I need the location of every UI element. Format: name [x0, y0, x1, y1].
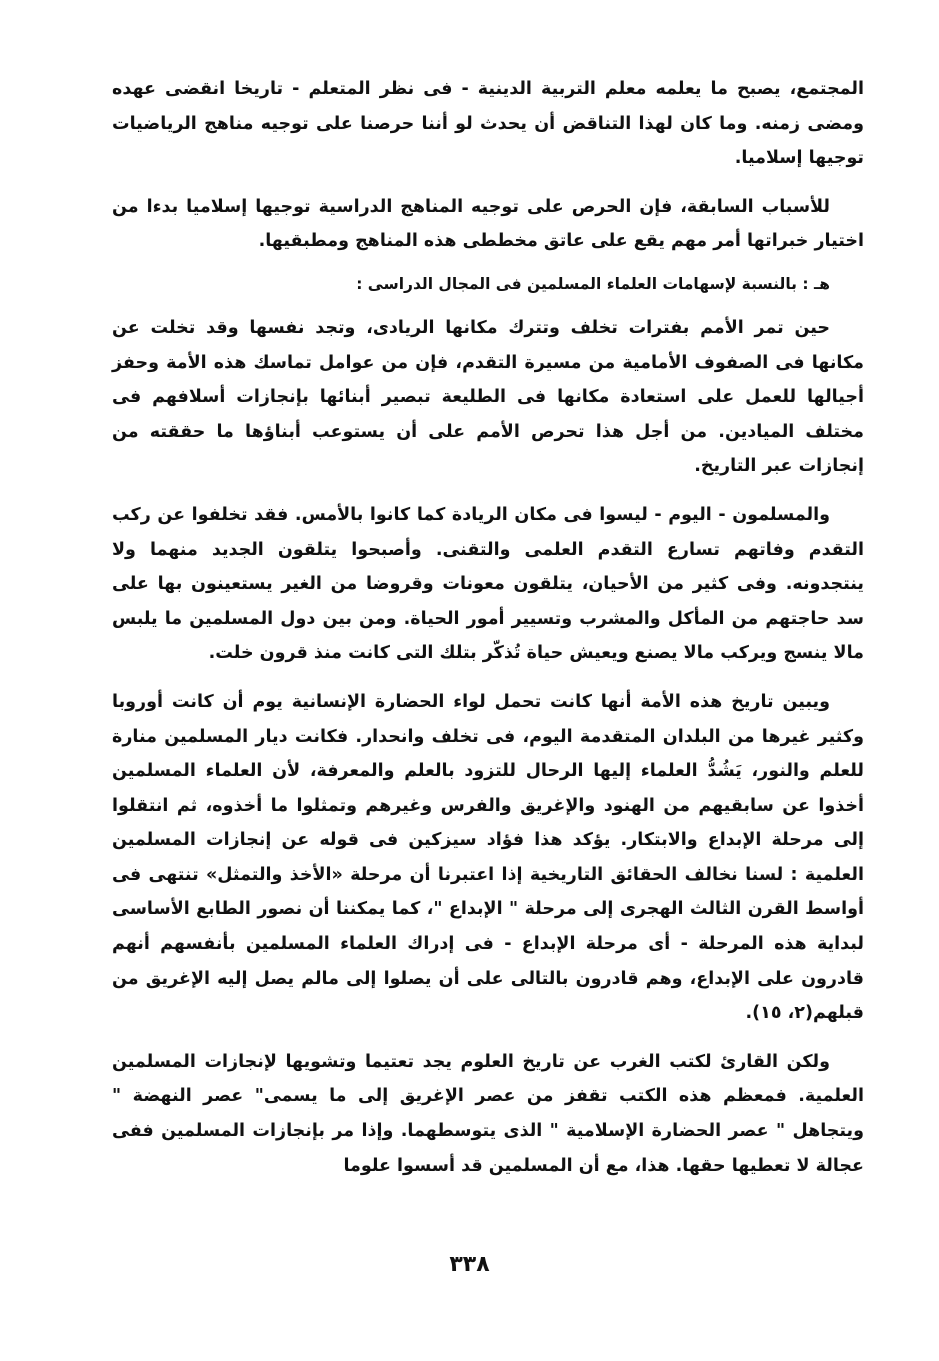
section-heading: هـ : بالنسبة لإسهامات العلماء المسلمين فى المجال الدراسى : [356, 274, 830, 293]
paragraph-civilization-history: ويبين تاريخ هذه الأمة أنها كانت تحمل لواء الحضارة الإنسانية يوم أن كانت أوروبا وكثير غيرها من البلدان المتقدمة اليوم، فى تخلف وانحدار. فكانت ديار المسلمين منارة للعلم والنور، يَشُدُّ العلماء إليها الرحال للتزود بالعلم والمعرفة، لأن العلماء المسلمين أخذوا عن سابقيهم من الهنود والإغريق والفرس وغيرهم وتمثلوا ما أخذوه، ثم انتقلوا إلى مرحلة الإبداع والابتكار. يؤكد هذا فؤاد سيزكين فى قوله عن إنجازات المسلمين العلمية : لسنا نخالف الحقائق التاريخية إذا اعتبرنا أن مرحلة «الأخذ والتمثل» تنتهى فى أواسط القرن الثالث الهجرى إلى مرحلة " الإبداع "، كما يمكننا أن نصور الطابع الأساسى لبداية هذه المرحلة - أى مرحلة الإبداع - فى إدراك العلماء المسلمين بأنفسهم أنهم قادرون على الإبداع، وهم قادرون بالتالى على أن يصلوا إلى مالم يصل إليه الإغريق من قبلهم(٢، ١٥). [112, 691, 864, 1024]
paragraph-nations-decline: حين تمر الأمم بفترات تخلف وتترك مكانها الريادى، وتجد نفسها وقد تخلت عن مكانها فى الصفوف الأمامية من مسيرة التقدم، فإن من عوامل تماسك هذه الأمة وحفز أجيالها للعمل على استعادة مكانها فى الطليعة تبصير أبنائها بإنجازات أسلافهم فى مختلف الميادين. من أجل هذا تحرص الأمم على أن يستوعب أبناؤها ما حققته من إنجازات عبر التاريخ. [112, 317, 864, 477]
paragraph-previous-reasons: للأسباب السابقة، فإن الحرص على توجيه المناهج الدراسية توجيها إسلاميا بدءا من اختيار خبراتها أمر مهم يقع على عاتق مخططى هذه المناهج ومطبقيها. [112, 196, 864, 252]
paragraph-curriculum-contradiction: المجتمع، يصبح ما يعلمه معلم التربية الدينية - فى نظر المتعلم - تاريخا انقضى عهده ومضى زمنه. وما كان لهذا التناقض أن يحدث لو أننا حرصنا على توجيه مناهج الرياضيات توجيها إسلاميا. [112, 79, 864, 169]
page-body [112, 72, 864, 1197]
paragraph-muslims-today: والمسلمون - اليوم - ليسوا فى مكان الريادة كما كانوا بالأمس. فقد تخلفوا عن ركب التقدم وفاتهم تسارع التقدم العلمى والتقنى. وأصبحوا يتلقون الجديد منهما ولا ينتجدونه. وفى كثير من الأحيان، يتلقون معونات وقروضا من الغير يستعينون بها على سد حاجتهم من المأكل والمشرب وتسيير أمور الحياة. ومن بين دول المسلمين ما يلبس مالا ينسج ويركب مالا يصنع ويعيش حياة تُذكّر بتلك التى كانت منذ قرون خلت. [112, 504, 864, 664]
paragraph-western-books: ولكن القارئ لكتب الغرب عن تاريخ العلوم يجد تعتيما وتشويها لإنجازات المسلمين العلمية. فمعظم هذه الكتب تقفز من عصر الإغريق إلى ما يسمى" عصر النهضة " ويتجاهل " عصر الحضارة الإسلامية " الذى يتوسطهما. وإذا مر بإنجازات المسلمين ففى عجالة لا تعطيها حقها. هذا، مع أن المسلمين قد أسسوا علوما [112, 1051, 864, 1176]
page-number: ٣٣٨ [449, 1252, 490, 1277]
